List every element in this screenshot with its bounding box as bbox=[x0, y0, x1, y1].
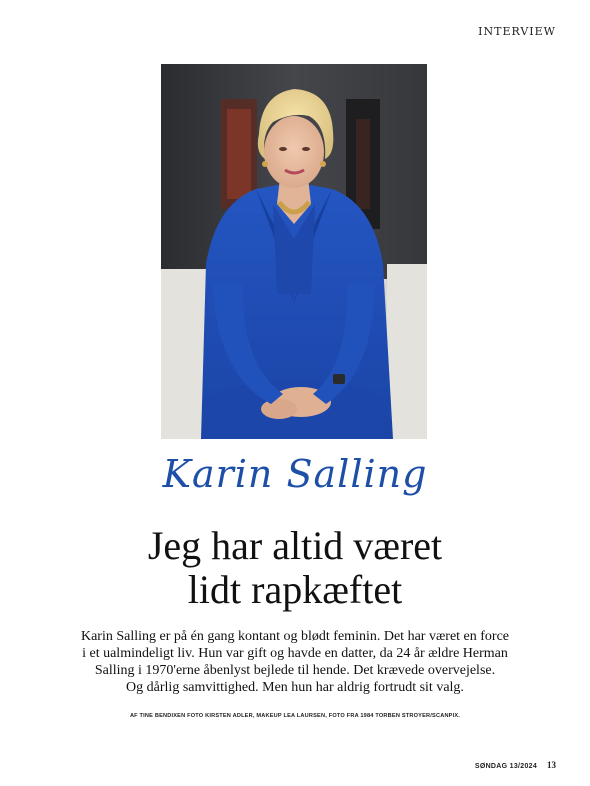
portrait-photo bbox=[161, 64, 427, 439]
page-number: 13 bbox=[547, 760, 556, 770]
section-label: INTERVIEW bbox=[478, 25, 556, 38]
headline bbox=[0, 524, 590, 612]
lead-line-4: Og dårlig samvittighed. Men hun har aldrig fortrudt sit valg. bbox=[126, 680, 464, 695]
lead-line-2: i et ualmindeligt liv. Hun var gift og havde en datter, da 24 år ældre Herman bbox=[82, 646, 508, 661]
lead-line-3: Salling i 1970'erne åbenlyst bejlede til hende. Det krævede overvejelse. bbox=[94, 663, 496, 678]
lead-line-1: Karin Salling er på én gang kontant og blødt feminin. Det har været en force bbox=[80, 629, 510, 644]
lead-paragraph bbox=[70, 628, 520, 696]
headline-line-1: Jeg har altid været bbox=[147, 523, 443, 568]
issue-label: SØNDAG 13/2024 bbox=[474, 763, 538, 770]
portrait-illustration bbox=[161, 64, 427, 439]
page-footer bbox=[475, 760, 556, 770]
name-script-title: Karin Salling bbox=[162, 452, 428, 496]
byline-credits: AF TINE BENDIXEN FOTO KIRSTEN ADLER, MAKEUP LEA LAURSEN, FOTO FRA 1984 TORBEN STROYER/SCANPIX. bbox=[129, 713, 461, 719]
headline-line-2: lidt rapkæftet bbox=[187, 567, 403, 612]
